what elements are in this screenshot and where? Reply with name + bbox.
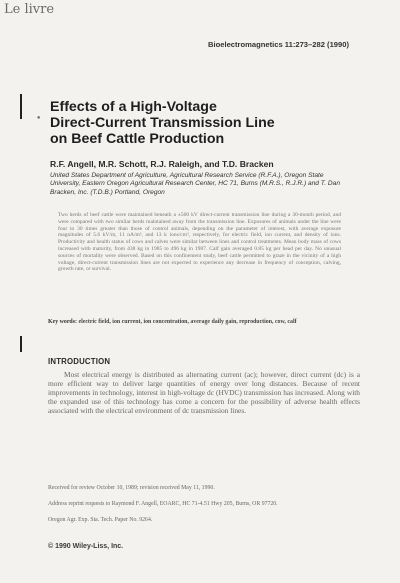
reprint-note: Address reprint requests to Raymond F. Angell, EOARC, HC 71-4.51 Hwy 205, Burns, OR 97720. (48, 501, 278, 507)
margin-mark-bottom (20, 336, 22, 352)
title-line-1: Effects of a High-Voltage (50, 99, 217, 115)
section-heading: INTRODUCTION (48, 357, 111, 366)
margin-mark-top (20, 94, 22, 119)
authors: R.F. Angell, M.R. Schott, R.J. Raleigh, and T.D. Bracken (50, 159, 274, 169)
copyright: © 1990 Wiley-Liss, Inc. (48, 543, 124, 550)
journal-citation: Bioelectromagnetics 11:273–282 (1990) (208, 40, 349, 49)
keywords (48, 319, 348, 326)
affiliation: United States Department of Agriculture, Agricultural Research Service (R.F.A.), Oregon State University, Eastern Oregon Agricultural Research Center, HC 71, Burns (M.R.S., R.J.R.) and T. Dan Bracken, Inc. (T.D.B.) Portland, Oregon (50, 172, 340, 196)
introduction-paragraph: Most electrical energy is distributed as alternating current (ac); however, direct current (dc) is a more efficient way to deliver large quantities of energy over long distances. Because of recent improvements in technology, interest in high-voltage dc (HVDC) transmission has increased. Along with the expanded use of this technology has come a concern for the possibility of adverse health effects associated with the electrical environment of dc transmission lines. (48, 370, 360, 416)
received-note: Received for review October 10, 1989; revision received May 11, 1990. (48, 485, 215, 491)
keywords-label: Key words: (48, 319, 77, 325)
article-title (50, 99, 370, 147)
paper-number-note: Oregon Agr. Exp. Sta. Tech. Paper No. 9264. (48, 517, 153, 523)
keywords-text: electric field, ion current, ion concentration, average daily gain, reproduction, cow, calf (78, 319, 297, 325)
margin-dot: • (36, 114, 42, 124)
title-line-3: on Beef Cattle Production (50, 131, 225, 147)
title-line-2: Direct-Current Transmission Line (50, 115, 275, 131)
abstract: Two herds of beef cattle were maintained beneath a ±500 kV direct-current transmission line during a 30-month period, and were compared with two similar herds maintained away from the transmission line. Exposures of animals under the line were four to 30 times greater than those of control animals, depending on the parameter of interest, with average exposure magnitudes of 5.6 kV/m, 11 nA/m², and 13 k ions/cm³, respectively, for electric field, ion current, and density of ions. Productivity and health status of cows and calves were similar between lines and control treatments. Mean body mass of cows increased with maturity, from 438 kg in 1985 to 496 kg in 1987. Calf gain averaged 0.85 kg per head per day. No unusual sources of mortality were observed. Based on this confinement study, beef cattle permitted to graze in the vicinity of a high voltage, direct-current transmission lines are not expected to experience any decrease in frequency of conception, calving, growth rate, or survival. (58, 212, 341, 273)
watermark-logo: Le livre (4, 2, 55, 17)
